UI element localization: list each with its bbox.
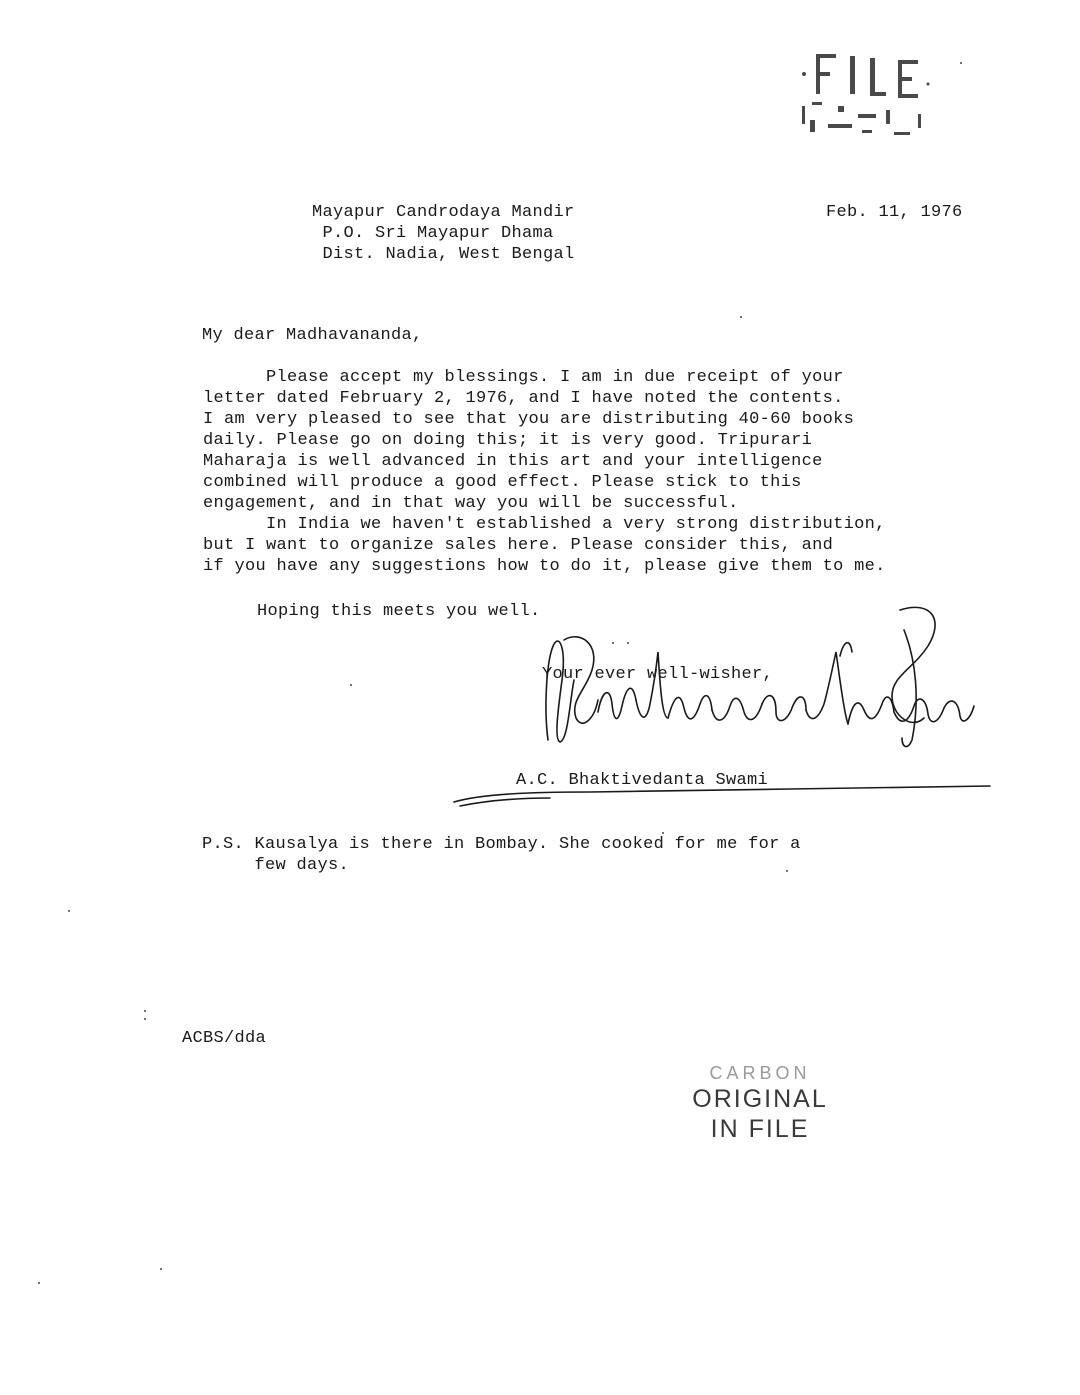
body-line: daily. Please go on doing this; it is very good. Tripurari xyxy=(203,431,813,450)
scan-speck xyxy=(612,642,614,644)
scan-speck xyxy=(144,1010,146,1012)
scan-speck xyxy=(68,910,70,912)
body-line: combined will produce a good effect. Please stick to this xyxy=(203,473,802,492)
address-line: Mayapur Candrodaya Mandir xyxy=(312,203,575,222)
letter-date: Feb. 11, 1976 xyxy=(826,203,963,222)
stamp-line-in-file: IN FILE xyxy=(710,1115,810,1143)
file-stamp xyxy=(798,44,938,154)
scan-speck xyxy=(38,1282,40,1284)
scan-speck xyxy=(144,1018,146,1020)
closing-line: Hoping this meets you well. xyxy=(257,602,541,621)
original-in-file-stamp xyxy=(680,1062,840,1144)
ps-line: P.S. Kausalya is there in Bombay. She cooked for me for a xyxy=(202,835,801,854)
body-line: I am very pleased to see that you are distributing 40-60 books xyxy=(203,410,855,429)
scan-speck xyxy=(662,832,664,834)
stamp-line-original: ORIGINAL xyxy=(692,1085,828,1113)
address-line: Dist. Nadia, West Bengal xyxy=(322,245,575,264)
stamp-line-carbon: CARBON xyxy=(709,1063,811,1083)
scan-speck xyxy=(627,642,629,644)
typed-signature-name: A.C. Bhaktivedanta Swami xyxy=(516,771,769,790)
postscript xyxy=(202,834,801,876)
body-line: if you have any suggestions how to do it, please give them to me. xyxy=(203,557,886,576)
scan-speck xyxy=(960,62,962,64)
body-line: In India we haven't established a very strong distribution, xyxy=(203,515,886,534)
address-block xyxy=(312,202,575,265)
scan-speck xyxy=(350,684,352,686)
letter-body xyxy=(203,367,886,577)
signature-image xyxy=(540,600,980,760)
body-line: letter dated February 2, 1976, and I have noted the contents. xyxy=(203,389,844,408)
scan-speck xyxy=(160,1268,162,1270)
complimentary-close: Your ever well-wisher, xyxy=(542,665,774,684)
address-line: P.O. Sri Mayapur Dhama xyxy=(322,224,554,243)
scan-speck xyxy=(786,870,788,872)
signature-underline xyxy=(450,776,995,816)
body-line: Please accept my blessings. I am in due receipt of your xyxy=(203,368,844,387)
scan-speck xyxy=(740,316,742,318)
body-line: engagement, and in that way you will be successful. xyxy=(203,494,739,513)
body-line: Maharaja is well advanced in this art and your intelligence xyxy=(203,452,823,471)
ps-line: few days. xyxy=(202,856,350,875)
body-line: but I want to organize sales here. Please consider this, and xyxy=(203,536,834,555)
salutation: My dear Madhavananda, xyxy=(202,326,423,345)
reference-initials: ACBS/dda xyxy=(182,1029,267,1048)
